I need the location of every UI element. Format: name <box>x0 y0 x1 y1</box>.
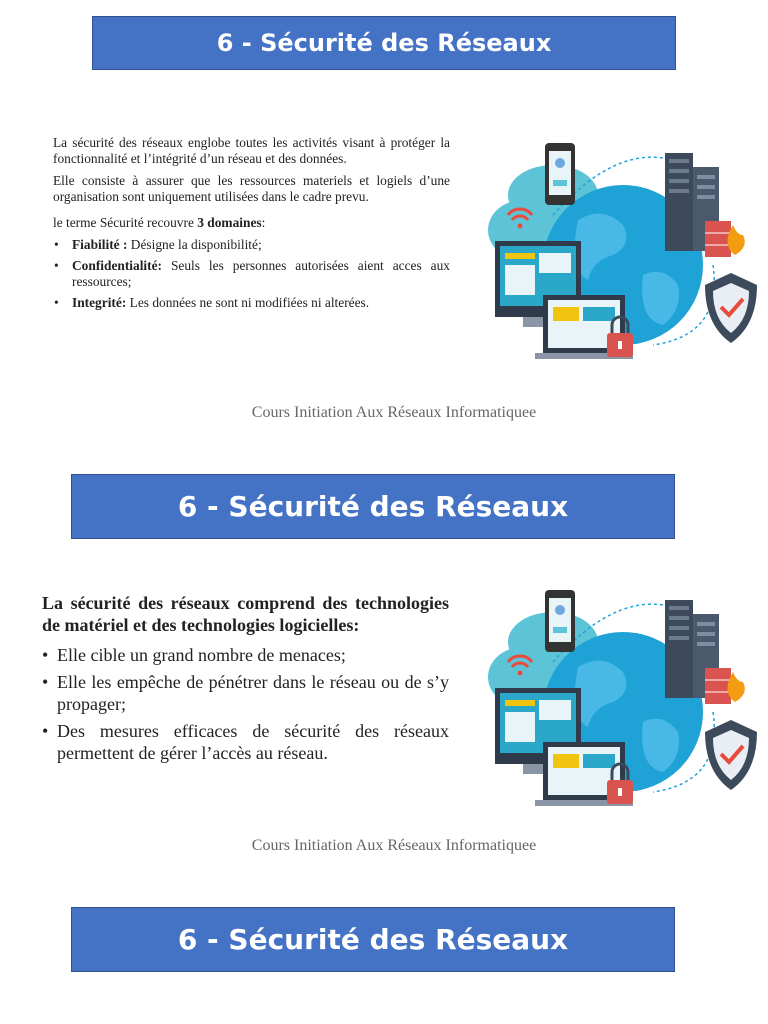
slide-2-title: 6 - Sécurité des Réseaux <box>71 474 675 539</box>
phone-icon <box>545 590 575 652</box>
slide-1-bullet-list <box>53 237 450 311</box>
list-item: • Fiabilité : Désigne la disponibilité; <box>53 237 450 253</box>
slide-1-title: 6 - Sécurité des Réseaux <box>92 16 676 70</box>
phone-icon <box>545 143 575 205</box>
shield-icon <box>705 720 757 790</box>
list-item: • Confidentialité: Seuls les personnes autorisées aient acces aux ressources; <box>53 258 450 290</box>
slide-1-body <box>53 135 450 316</box>
firewall-icon <box>705 668 745 704</box>
slide-1-footer: Cours Initiation Aux Réseaux Informatiquee <box>251 404 537 421</box>
slide-2-body <box>42 592 449 769</box>
slide-1-paragraph-2: Elle consiste à assurer que les ressources materiels et logiels d’une organisation sont uniquement utilisées dans le cadre prevu. <box>53 173 450 204</box>
firewall-icon <box>705 221 745 257</box>
slide-1-intro: le terme Sécurité recouvre 3 domaines: <box>53 215 266 230</box>
slide-2-lead: La sécurité des réseaux comprend des technologies de matériel et des technologies logicielles: <box>42 593 449 635</box>
shield-icon <box>705 273 757 343</box>
network-security-illustration <box>483 582 765 817</box>
network-security-illustration <box>483 135 765 370</box>
slide-3-title: 6 - Sécurité des Réseaux <box>71 907 675 972</box>
list-item: • Elle cible un grand nombre de menaces; <box>42 644 449 666</box>
slide-2-bullet-list <box>42 644 449 764</box>
list-item: • Integrité: Les données ne sont ni modifiées ni alterées. <box>53 295 450 311</box>
list-item: • Des mesures efficaces de sécurité des réseaux permettent de gérer l’accès au réseau. <box>42 720 449 764</box>
slide-1-paragraph-1: La sécurité des réseaux englobe toutes les activités visant à protéger la fonctionnalité et l’intégrité d’un réseau et des données. <box>53 135 450 166</box>
slide-2-footer: Cours Initiation Aux Réseaux Informatiquee <box>251 837 537 854</box>
list-item: • Elle les empêche de pénétrer dans le réseau ou de s’y propager; <box>42 671 449 715</box>
